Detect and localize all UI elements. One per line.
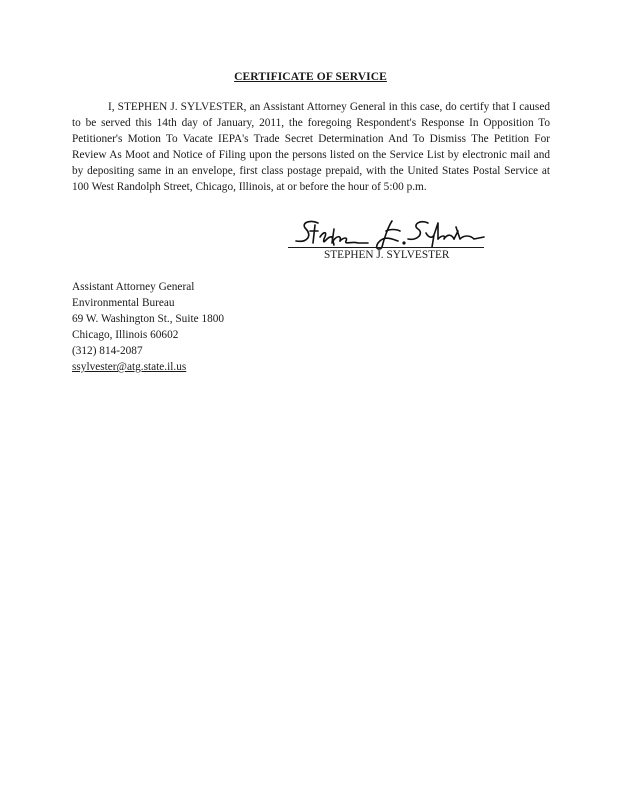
bureau-name: Environmental Bureau: [72, 297, 175, 309]
address-block: [72, 279, 224, 375]
signature-line: [288, 247, 484, 248]
signer-name: STEPHEN J. SYLVESTER: [324, 249, 450, 261]
city-state-zip: Chicago, Illinois 60602: [72, 329, 179, 341]
document-title: CERTIFICATE OF SERVICE: [234, 71, 387, 83]
handwritten-signature: [288, 217, 488, 251]
street-address: 69 W. Washington St., Suite 1800: [72, 313, 225, 325]
phone-number: (312) 814-2087: [72, 345, 143, 357]
signature-block: [288, 217, 488, 267]
email-link[interactable]: ssylvester@atg.state.il.us: [72, 361, 187, 373]
position-title: Assistant Attorney General: [72, 281, 195, 293]
certification-paragraph: I, STEPHEN J. SYLVESTER, an Assistant Attorney General in this case, do certify that I caused to be served this 14th day of January, 2011, the foregoing Respondent's Response In Opposition To Petitioner's Motion To Vacate IEPA's Trade Secret Determination And To Dismiss The Petition For Review As Moot and Notice of Filing upon the persons listed on the Service List by electronic mail and by depositing same in an envelope, first class postage prepaid, with the United States Postal Service at 100 West Randolph Street, Chicago, Illinois, at or before the hour of 5:00 p.m.: [72, 101, 550, 193]
